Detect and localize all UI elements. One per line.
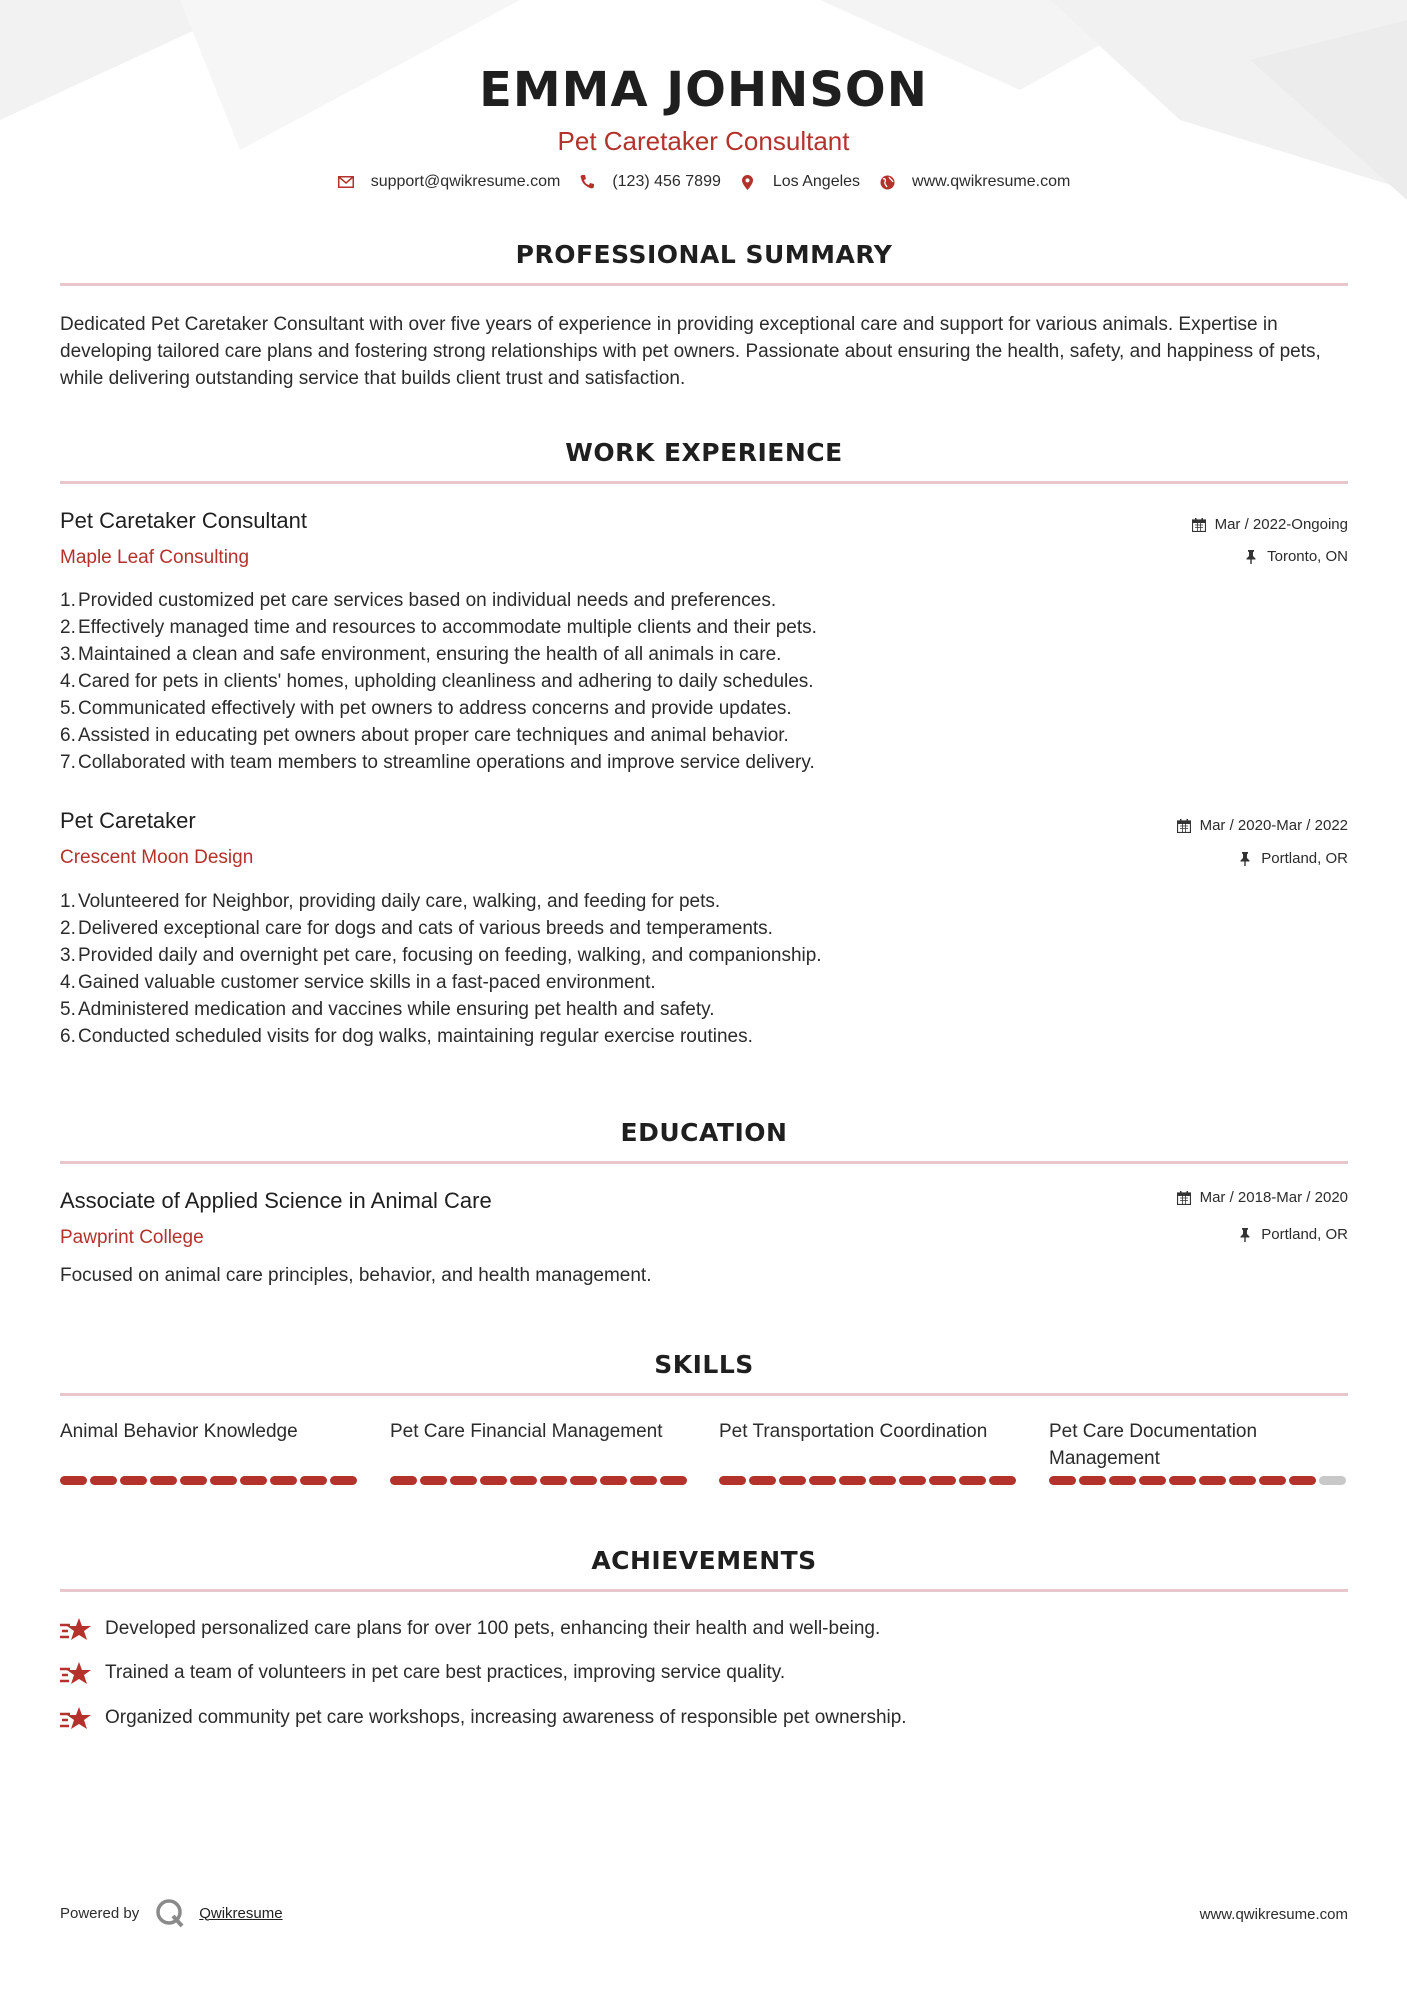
calendar-icon (1176, 1190, 1192, 1206)
job-dates (1191, 516, 1348, 533)
contact-website-text: www.qwikresume.com (912, 173, 1071, 190)
experience-divider (60, 481, 1348, 484)
skill-level-segment (630, 1476, 657, 1485)
footer-website[interactable]: www.qwikresume.com (1199, 1906, 1348, 1923)
contact-email[interactable] (337, 173, 561, 191)
education-dates (1176, 1189, 1348, 1206)
envelope-icon (337, 173, 355, 191)
candidate-role: Pet Caretaker Consultant (557, 126, 850, 156)
job-location-text: Toronto, ON (1267, 548, 1348, 565)
skill-level-segment (510, 1476, 537, 1485)
skill-level-segment (1289, 1476, 1316, 1485)
skill-level-segment (240, 1476, 267, 1485)
job-dates (1176, 817, 1348, 834)
skill-level-segment (989, 1476, 1016, 1485)
skill-level-segment (1139, 1476, 1166, 1485)
list-item: 2. Delivered exceptional care for dogs and cats of various breeds and temperaments. (60, 918, 773, 939)
contact-email-text: support@qwikresume.com (370, 173, 561, 190)
job-company: Crescent Moon Design (60, 847, 254, 868)
skill-level-segment (839, 1476, 866, 1485)
list-item: 1. Volunteered for Neighbor, providing daily care, walking, and feeding for pets. (60, 891, 721, 912)
skill-level-bar (60, 1476, 360, 1485)
pushpin-icon (1237, 1227, 1253, 1243)
education-heading: EDUCATION (620, 1118, 788, 1147)
achievement-item: Organized community pet care workshops, increasing awareness of responsible pet ownership. (60, 1706, 907, 1730)
education-dates-text: Mar / 2018-Mar / 2020 (1199, 1189, 1348, 1206)
skill-level-segment (180, 1476, 207, 1485)
skill-level-segment (120, 1476, 147, 1485)
powered-by-label: Powered by (60, 1904, 140, 1922)
contact-website[interactable] (878, 173, 1070, 191)
skill-level-segment (150, 1476, 177, 1485)
skill-level-segment (480, 1476, 507, 1485)
skill-level-segment (540, 1476, 567, 1485)
skill-level-segment (420, 1476, 447, 1485)
summary-heading: PROFESSIONAL SUMMARY (515, 240, 893, 269)
skill-level-bar (719, 1476, 1019, 1485)
skill-label: Animal Behavior Knowledge (60, 1421, 298, 1442)
skill-item (390, 1418, 690, 1485)
skill-level-segment (60, 1476, 87, 1485)
brand-link[interactable]: Qwikresume (199, 1904, 283, 1922)
skill-label: Pet Care Financial Management (390, 1421, 663, 1442)
job-location (1237, 850, 1348, 867)
skill-level-segment (90, 1476, 117, 1485)
pushpin-icon (1243, 549, 1259, 565)
skill-level-segment (270, 1476, 297, 1485)
achievements-divider (60, 1589, 1348, 1592)
skill-level-segment (899, 1476, 926, 1485)
skill-level-segment (1319, 1476, 1346, 1485)
achievement-item: Developed personalized care plans for over 100 pets, enhancing their health and well-being. (60, 1617, 880, 1641)
job-location (1243, 548, 1348, 565)
star-icon (60, 1617, 92, 1641)
map-pin-icon (739, 173, 757, 191)
education-degree: Associate of Applied Science in Animal Care (60, 1188, 492, 1213)
contact-phone-text: (123) 456 7899 (612, 173, 721, 190)
skill-level-segment (719, 1476, 746, 1485)
skill-level-segment (929, 1476, 956, 1485)
list-item: 6. Assisted in educating pet owners about proper care techniques and animal behavior. (60, 725, 789, 746)
list-item: 6. Conducted scheduled visits for dog walks, maintaining regular exercise routines. (60, 1026, 753, 1047)
skill-level-segment (390, 1476, 417, 1485)
skill-item (719, 1418, 1019, 1485)
qwikresume-logo-icon (155, 1898, 185, 1928)
skill-level-segment (450, 1476, 477, 1485)
contact-phone[interactable] (578, 173, 721, 191)
skill-level-segment (869, 1476, 896, 1485)
list-item: 3. Maintained a clean and safe environment, ensuring the health of all animals in care. (60, 644, 782, 665)
skill-level-segment (1049, 1476, 1076, 1485)
summary-text: Dedicated Pet Caretaker Consultant with over five years of experience in providing exceptional care and support for various animals. Expertise in developing tailored care plans and fostering strong relationships with pet owners. Passionate about ensuring the health, safety, and happiness of pets, while delivering outstanding service that builds client trust and satisfaction. (60, 314, 1321, 389)
skill-level-segment (959, 1476, 986, 1485)
skill-level-segment (600, 1476, 627, 1485)
skill-item (60, 1418, 360, 1485)
contact-location (739, 173, 860, 191)
list-item: 4. Gained valuable customer service skills in a fast-paced environment. (60, 972, 656, 993)
job-dates-text: Mar / 2020-Mar / 2022 (1199, 817, 1348, 834)
job-location-text: Portland, OR (1261, 850, 1348, 867)
experience-heading: WORK EXPERIENCE (565, 438, 843, 467)
achievement-item: Trained a team of volunteers in pet care best practices, improving service quality. (60, 1661, 785, 1685)
skill-level-segment (330, 1476, 357, 1485)
skill-item (1049, 1418, 1349, 1485)
job-dates-text: Mar / 2022-Ongoing (1214, 516, 1348, 533)
list-item: 7. Collaborated with team members to streamline operations and improve service delivery. (60, 752, 815, 773)
skill-level-segment (1259, 1476, 1286, 1485)
skill-label: Pet Transportation Coordination (719, 1421, 988, 1442)
job-title: Pet Caretaker (60, 808, 196, 833)
skill-level-segment (779, 1476, 806, 1485)
candidate-name: EMMA JOHNSON (479, 62, 928, 118)
globe-icon (878, 173, 896, 191)
calendar-icon (1176, 818, 1192, 834)
list-item: 2. Effectively managed time and resources to accommodate multiple clients and their pets. (60, 617, 817, 638)
skill-level-segment (1199, 1476, 1226, 1485)
education-location (1237, 1226, 1348, 1243)
skill-level-segment (660, 1476, 687, 1485)
footer-powered-by (60, 1898, 283, 1928)
phone-icon (578, 173, 596, 191)
list-item: 5. Communicated effectively with pet owners to address concerns and provide updates. (60, 698, 792, 719)
skills-divider (60, 1393, 1348, 1396)
skill-level-segment (749, 1476, 776, 1485)
skill-level-segment (1229, 1476, 1256, 1485)
skill-level-segment (1109, 1476, 1136, 1485)
job-duties-list (60, 587, 1060, 776)
skills-heading: SKILLS (654, 1350, 754, 1379)
job-title: Pet Caretaker Consultant (60, 508, 308, 533)
education-divider (60, 1161, 1348, 1164)
list-item: 3. Provided daily and overnight pet care, focusing on feeding, walking, and companionship. (60, 945, 822, 966)
skill-level-bar (390, 1476, 690, 1485)
star-icon (60, 1661, 92, 1685)
achievements-heading: ACHIEVEMENTS (591, 1546, 817, 1575)
list-item: 5. Administered medication and vaccines while ensuring pet health and safety. (60, 999, 715, 1020)
skill-level-segment (300, 1476, 327, 1485)
list-item: 1. Provided customized pet care services based on individual needs and preferences. (60, 590, 777, 611)
job-company: Maple Leaf Consulting (60, 547, 250, 568)
job-duties-list (60, 888, 1060, 1050)
education-description: Focused on animal care principles, behavior, and health management. (60, 1265, 652, 1286)
contact-bar (0, 173, 1407, 191)
skill-level-segment (809, 1476, 836, 1485)
skill-level-segment (1169, 1476, 1196, 1485)
education-school: Pawprint College (60, 1227, 204, 1248)
skill-level-segment (210, 1476, 237, 1485)
skill-level-bar (1049, 1476, 1349, 1485)
contact-location-text: Los Angeles (772, 173, 861, 190)
summary-divider (60, 283, 1348, 286)
skill-label: Pet Care Documentation Management (1049, 1421, 1258, 1469)
skill-level-segment (570, 1476, 597, 1485)
calendar-icon (1191, 517, 1207, 533)
education-location-text: Portland, OR (1261, 1226, 1348, 1243)
skill-level-segment (1079, 1476, 1106, 1485)
star-icon (60, 1706, 92, 1730)
pushpin-icon (1237, 851, 1253, 867)
resume-header (0, 58, 1407, 158)
list-item: 4. Cared for pets in clients' homes, upholding cleanliness and adhering to daily schedules. (60, 671, 814, 692)
